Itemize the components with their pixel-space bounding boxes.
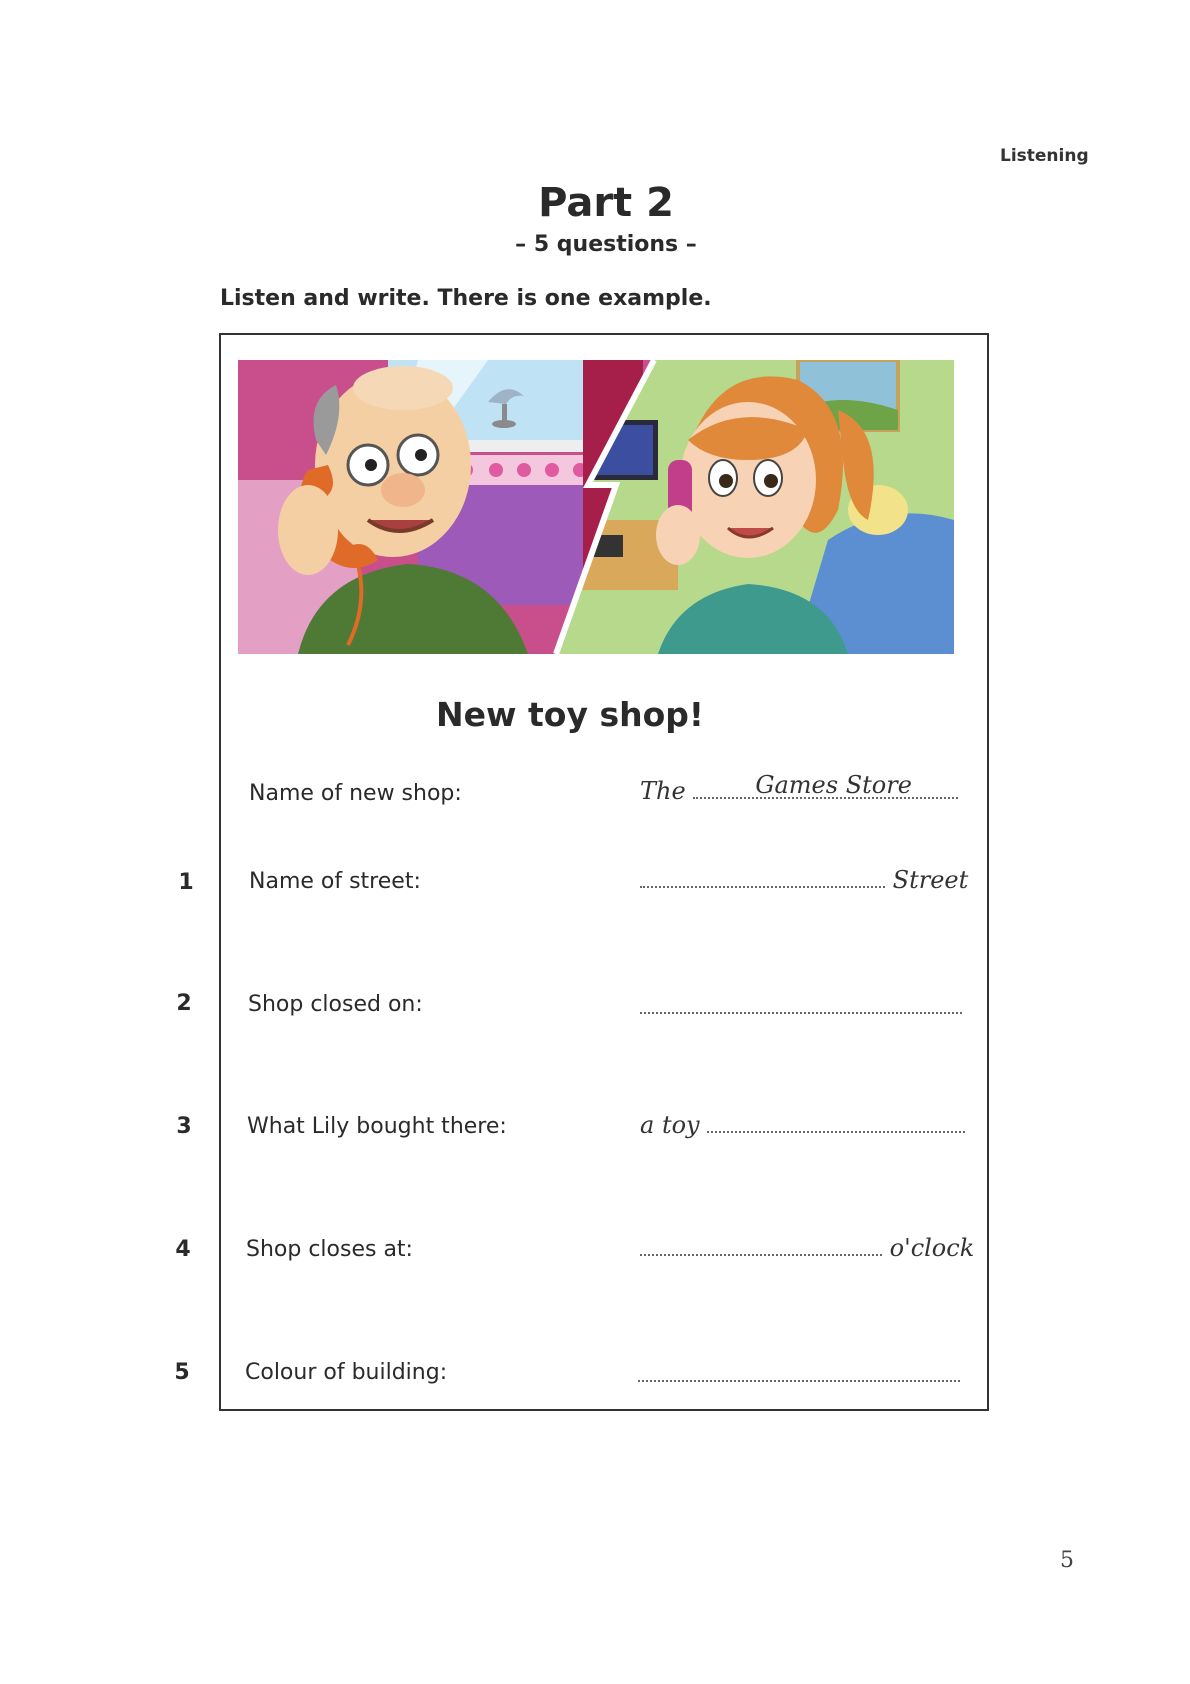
page-number: 5 [1060,1548,1074,1573]
question-label: Shop closes at: [246,1237,413,1262]
answer-field-closing-time[interactable] [640,1234,974,1262]
answer-field-street[interactable] [640,866,968,894]
answer-suffix: Street [892,866,969,894]
example-answer-text: Games Store [755,771,912,799]
answer-prefix: a toy [640,1111,700,1139]
answer-line [640,1248,882,1256]
question-number: 5 [174,1360,190,1385]
question-label: Colour of building: [245,1360,448,1385]
example-answer-line [693,771,958,799]
part-title: Part 2 [538,180,674,226]
answer-line [640,880,885,888]
answer-field-building-colour[interactable] [638,1360,960,1388]
answer-suffix: o'clock [889,1234,975,1262]
answer-line [640,1006,962,1014]
example-answer [640,771,958,805]
answer-line [638,1374,960,1382]
example-label: Name of new shop: [249,781,462,806]
answer-field-closed-day[interactable] [640,992,962,1020]
part-subtitle: – 5 questions – [515,232,697,257]
phone-call-illustration [238,360,954,654]
answer-line [707,1125,965,1133]
question-number: 4 [175,1237,191,1262]
question-number: 3 [176,1114,192,1139]
answer-field-lily-bought[interactable] [640,1111,965,1139]
section-label: Listening [1000,146,1089,166]
instruction-text: Listen and write. There is one example. [220,286,712,311]
question-number: 2 [176,991,192,1016]
question-label: Name of street: [249,869,421,894]
example-prefix: The [640,777,686,805]
question-label: Shop closed on: [248,992,423,1017]
question-number: 1 [178,870,194,895]
task-title: New toy shop! [436,695,704,734]
question-label: What Lily bought there: [247,1114,507,1139]
